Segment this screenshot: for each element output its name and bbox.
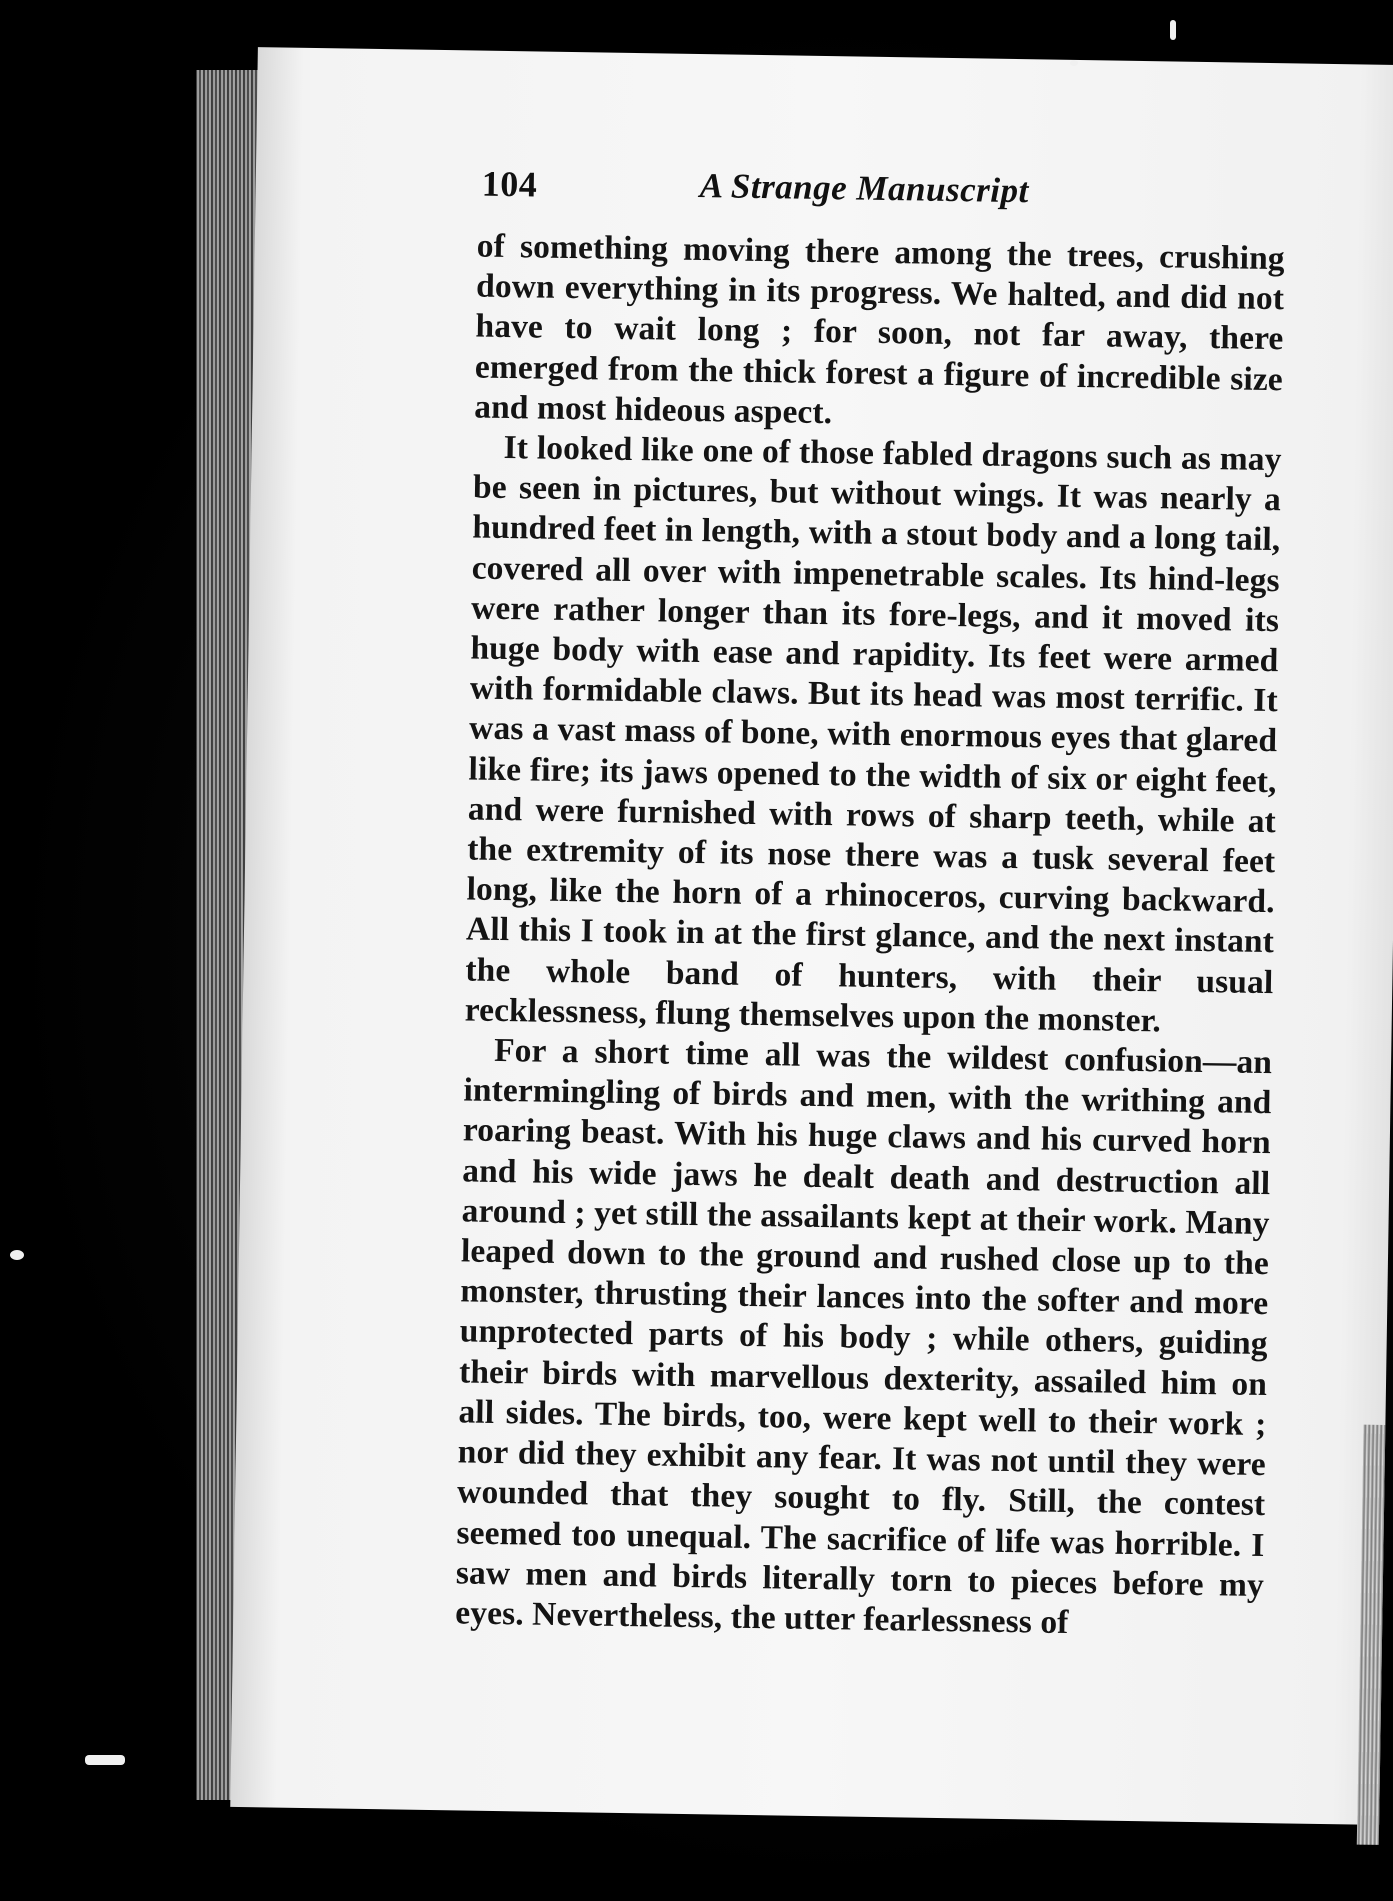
page-number: 104 <box>481 163 538 205</box>
paragraph-3: For a short time all was the wildest confusion—an intermingling of birds and men, with the writhing and roaring beast. With his huge claws and his curved horn and his wide jaws he dealt death and destruction all around ; yet still the assailants kept at their work. Many leaped down to the ground and rushed close up to the monster, thrusting their lances into the softer and more unprotected parts of his body ; while others, guiding their birds with marvellous dexterity, assailed him on all sides. The birds, too, were kept well to their work ; nor did they exhibit any fear. It was not until they were wounded that they sought to fly. Still, the contest seemed too unequal. The sacrifice of life was horrible. I saw men and birds literally torn to pieces before my eyes. Nevertheless, the utter fearlessness of <box>455 1031 1273 1641</box>
scan-speck <box>1070 60 1078 66</box>
paragraph-1: of something moving there among the trees, crushing down everything in its progress. We halted, and did not have to wait long ; for soon, not far away, there emerged from the thick forest a figure of incredible size and most hideous aspect. <box>473 227 1285 431</box>
scan-speck <box>10 1250 24 1260</box>
running-title: A Strange Manuscript <box>699 166 1030 211</box>
page-header <box>481 163 1282 226</box>
paragraph-2: It looked like one of those fabled dragons such as may be seen in pictures, but without wings. It was nearly a hundred feet in length, with a stout body and a long tail, covered all over with impenetrable scales. Its hind-legs were rather longer than its fore-legs, and it moved its huge body with ease and rapidity. Its feet were armed with formidable claws. But its head was most terrific. It was a vast mass of bone, with enormous eyes that glared like fire; its jaws opened to the width of six or eight feet, and were furnished with rows of sharp teeth, while at the extremity of its nose there was a tusk several feet long, like the horn of a rhinoceros, curving backward. All this I took in at the first glance, and the next instant the whole band of hunters, with their usual recklessness, flung themselves upon the monster. <box>464 429 1282 1040</box>
scan-speck <box>1170 20 1176 40</box>
book-page <box>230 47 1393 1825</box>
scan-speck <box>85 1755 125 1765</box>
body-text <box>455 227 1285 1647</box>
